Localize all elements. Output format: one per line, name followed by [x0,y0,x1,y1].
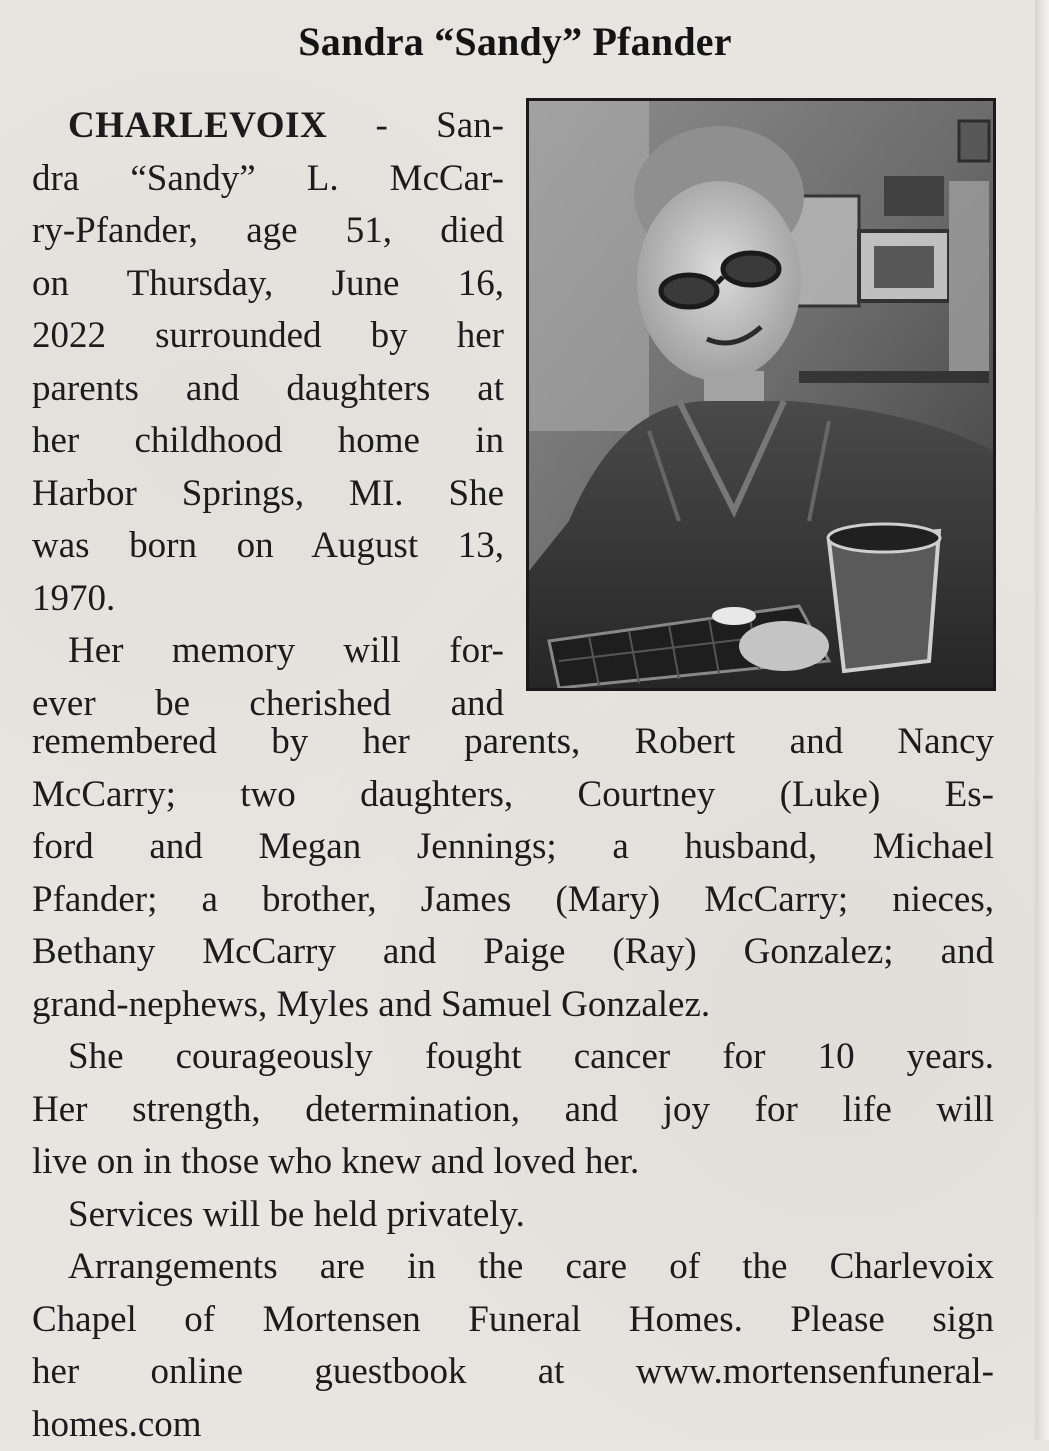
text-line: Chapel of Mortensen Funeral Homes. Please sign [32,1294,994,1347]
text-line: Services will be held privately. [32,1189,994,1242]
text-line: Arrangements are in the care of the Charlevoix [32,1241,994,1294]
text-line: was born on August 13, [32,520,504,573]
guestbook-url-line: homes.com [32,1399,994,1451]
text-line: Her memory will for- [32,625,504,678]
text-line: ford and Megan Jennings; a husband, Michael [32,821,994,874]
guestbook-url-line: her online guestbook at www.mortensenfuneral- [32,1346,994,1399]
text-line: Pfander; a brother, James (Mary) McCarry; nieces, [32,874,994,927]
text-line: parents and daughters at [32,363,504,416]
portrait-image [529,101,993,688]
text-line: She courageously fought cancer for 10 years. [32,1031,994,1084]
text-line: CHARLEVOIX - San- [32,100,504,153]
text-line: ever be cherished and [32,678,504,731]
text-line: 1970. [32,573,504,626]
dateline: CHARLEVOIX [68,105,327,146]
paper-edge [1035,0,1049,1440]
text-line: Her strength, determination, and joy for life will [32,1084,994,1137]
text-line: grand-nephews, Myles and Samuel Gonzalez. [32,979,994,1032]
obituary-photo [526,98,996,691]
obituary-headline: Sandra “Sandy” Pfander [0,18,1030,65]
text-line: her childhood home in [32,415,504,468]
text-line: Harbor Springs, MI. She [32,468,504,521]
text-line: dra “Sandy” L. McCar- [32,153,504,206]
text-line: ry-Pfander, age 51, died [32,205,504,258]
text-line: live on in those who knew and loved her. [32,1136,994,1189]
text-line: McCarry; two daughters, Courtney (Luke) Es- [32,769,994,822]
paragraph-body [32,716,994,1451]
paragraph-intro [32,100,504,730]
text-line: 2022 surrounded by her [32,310,504,363]
text-line: remembered by her parents, Robert and Nancy [32,716,994,769]
plant-pot [828,524,940,671]
text-line: Bethany McCarry and Paige (Ray) Gonzalez; and [32,926,994,979]
text-line: on Thursday, June 16, [32,258,504,311]
